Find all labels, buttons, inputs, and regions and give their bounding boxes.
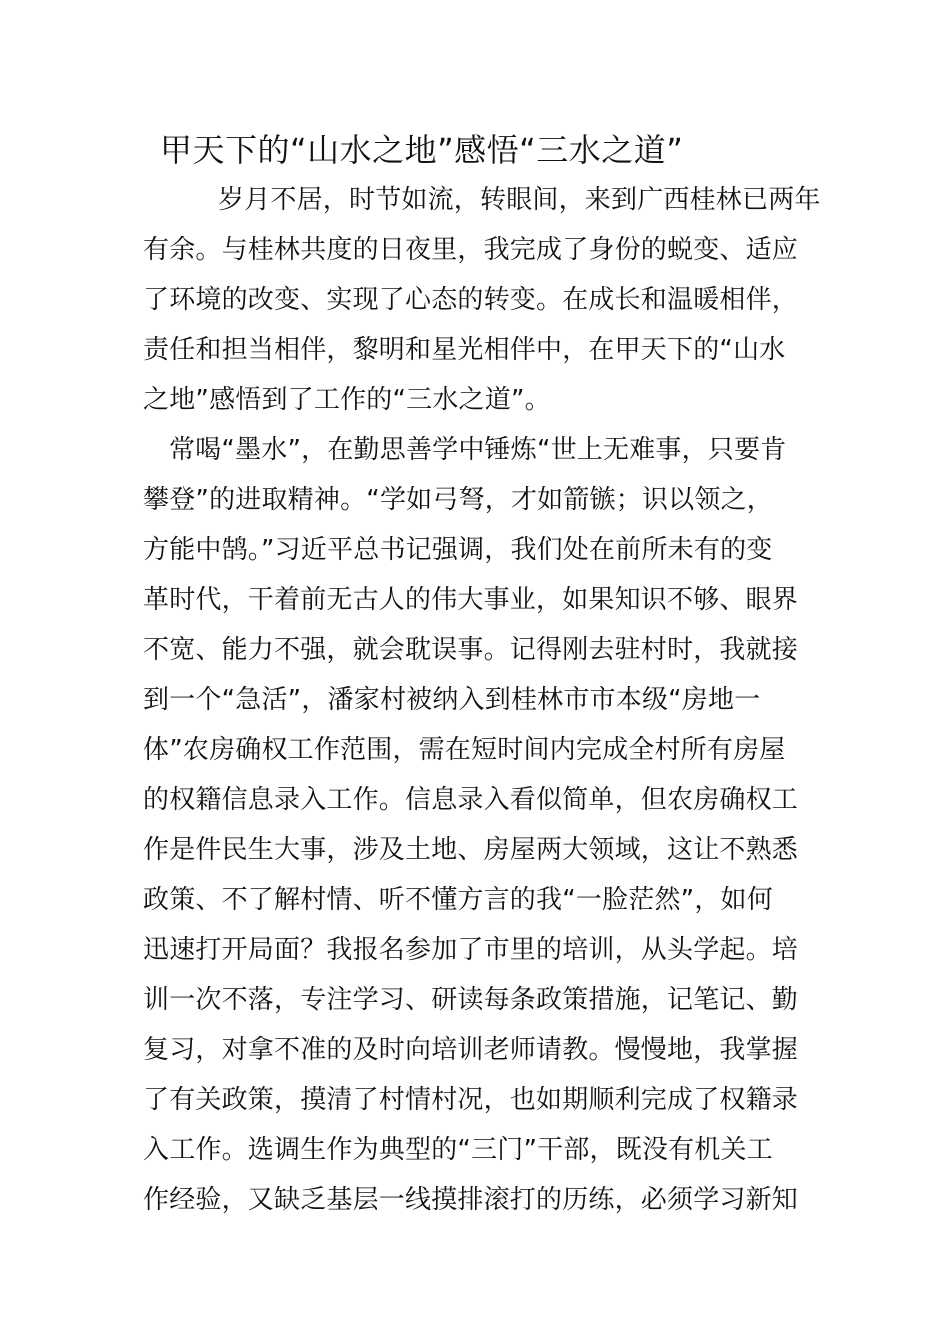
paragraph-line: 攀登”的进取精神。“学如弓弩，才如箭镞；识以领之， bbox=[143, 485, 773, 515]
paragraph-line: 迅速打开局面？我报名参加了市里的培训，从头学起。培 bbox=[143, 935, 799, 965]
paragraph-line: 复习，对拿不准的及时向培训老师请教。慢慢地，我掌握 bbox=[143, 1035, 799, 1065]
paragraph-line: 不宽、能力不强，就会耽误事。记得刚去驻村时，我就接 bbox=[143, 635, 799, 665]
paragraph-line: 了环境的改变、实现了心态的转变。在成长和温暖相伴， bbox=[143, 285, 799, 315]
paragraph-line: 有余。与桂林共度的日夜里，我完成了身份的蜕变、适应 bbox=[143, 235, 799, 265]
document-body bbox=[143, 175, 821, 1225]
paragraph-line: 革时代，干着前无古人的伟大事业，如果知识不够、眼界 bbox=[143, 585, 799, 615]
paragraph-line: 体”农房确权工作范围，需在短时间内完成全村所有房屋 bbox=[143, 735, 786, 765]
paragraph-line: 岁月不居，时节如流，转眼间，来到广西桂林已两年 bbox=[218, 185, 821, 215]
paragraph-line: 了有关政策，摸清了村情村况，也如期顺利完成了权籍录 bbox=[143, 1085, 799, 1115]
paragraph-line: 之地”感悟到了工作的“三水之道”。 bbox=[143, 385, 551, 415]
paragraph-line: 到一个“急活”，潘家村被纳入到桂林市市本级“房地一 bbox=[143, 685, 761, 715]
paragraph-line: 作是件民生大事，涉及土地、房屋两大领域，这让不熟悉 bbox=[143, 835, 799, 865]
document-title: 甲天下的“山水之地”感悟“三水之道” bbox=[160, 131, 684, 169]
paragraph-line: 常喝“墨水”，在勤思善学中锤炼“世上无难事，只要肯 bbox=[169, 435, 787, 465]
paragraph-line: 责任和担当相伴，黎明和星光相伴中，在甲天下的“山水 bbox=[143, 335, 786, 365]
paragraph-line: 的权籍信息录入工作。信息录入看似简单，但农房确权工 bbox=[143, 785, 799, 815]
paragraph-line: 作经验，又缺乏基层一线摸排滚打的历练，必须学习新知 bbox=[143, 1185, 799, 1215]
paragraph-line: 训一次不落，专注学习、研读每条政策措施，记笔记、勤 bbox=[143, 985, 799, 1015]
paragraph-line: 政策、不了解村情、听不懂方言的我“一脸茫然”，如何 bbox=[143, 885, 773, 915]
paragraph-line: 方能中鹄。”习近平总书记强调，我们处在前所未有的变 bbox=[143, 535, 773, 565]
paragraph-line: 入工作。选调生作为典型的“三门”干部，既没有机关工 bbox=[143, 1135, 773, 1165]
